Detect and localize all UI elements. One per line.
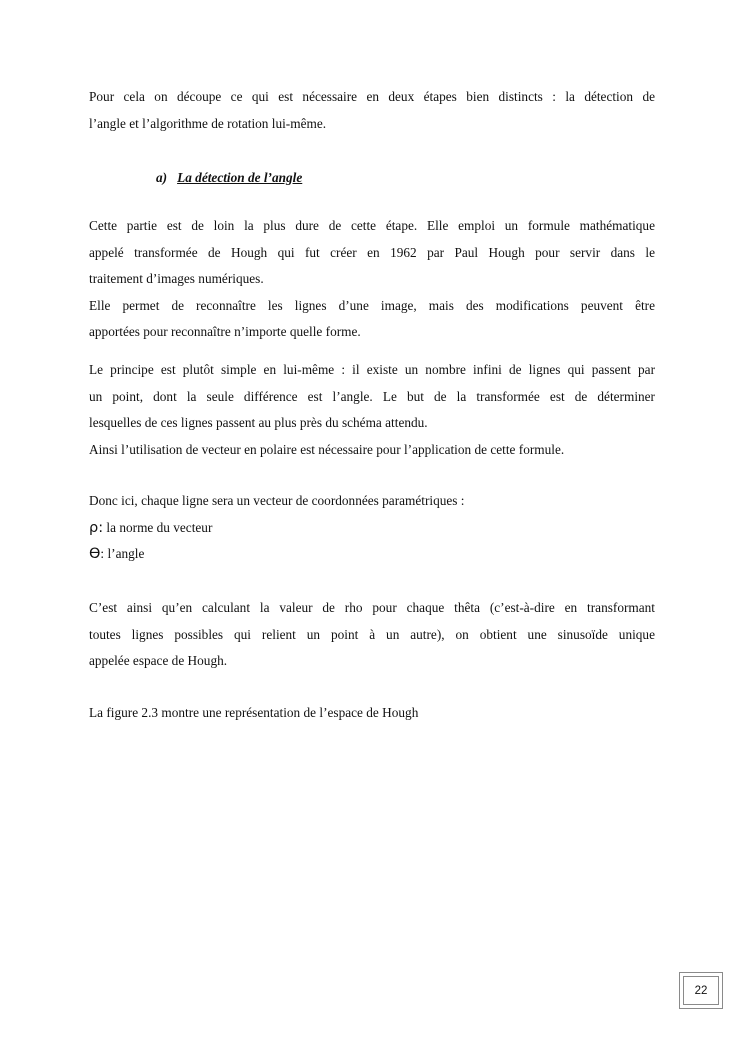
theta-symbol: Ɵ bbox=[89, 546, 101, 562]
rho-symbol: ρ: bbox=[89, 519, 104, 536]
section-heading bbox=[156, 167, 302, 189]
intro-line-1: Pour cela on découpe ce qui est nécessaire en deux étapes bien distincts : la détection de bbox=[89, 89, 655, 104]
para1-line-4: Elle permet de reconnaître les lignes d’une image, mais des modifications peuvent être bbox=[89, 297, 655, 313]
rho-text: la norme du vecteur bbox=[103, 519, 213, 535]
theta-text: : l’angle bbox=[100, 546, 145, 561]
para2-line-2: un point, dont la seule différence est l’angle. Le but de la transformée est de déterminer bbox=[89, 388, 655, 404]
para1-line-3: traitement d’images numériques. bbox=[89, 271, 264, 286]
section-heading-letter: a) bbox=[156, 170, 168, 185]
rho-definition bbox=[89, 515, 655, 542]
page-number: 22 bbox=[694, 984, 708, 997]
paragraph-5 bbox=[89, 700, 655, 727]
para2-line-4: Ainsi l’utilisation de vecteur en polaire est nécessaire pour l’application de cette formule. bbox=[89, 441, 565, 457]
section-heading-title: La détection de l’angle bbox=[177, 170, 303, 185]
paragraph-2 bbox=[89, 357, 655, 463]
paragraph-3 bbox=[89, 488, 655, 568]
paragraph-4 bbox=[89, 595, 655, 675]
para5-line: La figure 2.3 montre une représentation de l’espace de Hough bbox=[89, 705, 419, 720]
para2-line-3: lesquelles de ces lignes passent au plus près du schéma attendu. bbox=[89, 415, 428, 430]
para1-line-5: apportées pour reconnaître n’importe quelle forme. bbox=[89, 324, 361, 339]
para1-line-2: appelé transformée de Hough qui fut créer en 1962 par Paul Hough pour servir dans le bbox=[89, 244, 655, 260]
para2-line-1: Le principe est plutôt simple en lui-même : il existe un nombre infini de lignes qui passent par bbox=[89, 362, 655, 377]
para4-line-2: toutes lignes possibles qui relient un point à un autre), on obtient une sinusoïde unique bbox=[89, 626, 655, 642]
page-number-box bbox=[679, 972, 723, 1009]
theta-definition bbox=[89, 541, 655, 568]
paragraph-1 bbox=[89, 213, 655, 346]
para4-line-1: C’est ainsi qu’en calculant la valeur de rho pour chaque thêta (c’est-à-dire en transformant bbox=[89, 600, 655, 615]
para3-intro: Donc ici, chaque ligne sera un vecteur de coordonnées paramétriques : bbox=[89, 493, 465, 508]
para1-line-1: Cette partie est de loin la plus dure de cette étape. Elle emploi un formule mathématique bbox=[89, 218, 655, 233]
intro-line-2: l’angle et l’algorithme de rotation lui-même. bbox=[89, 115, 327, 131]
intro-paragraph bbox=[89, 84, 655, 137]
para4-line-3: appelée espace de Hough. bbox=[89, 653, 228, 668]
